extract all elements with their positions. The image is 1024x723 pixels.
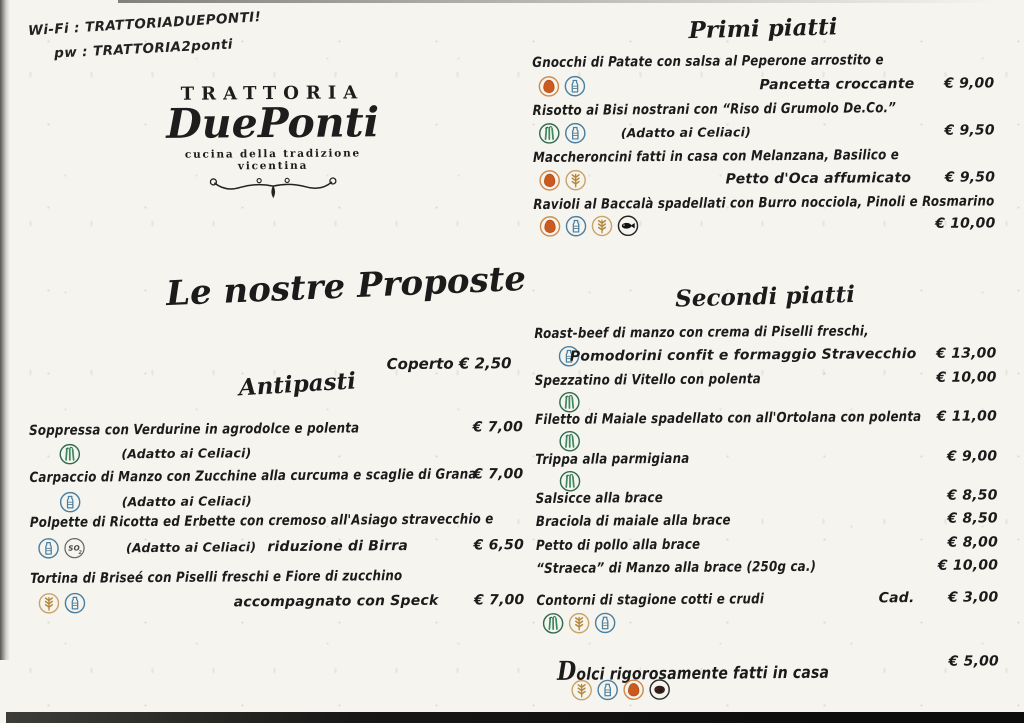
celery-icon (559, 431, 580, 452)
sulfites-icon (64, 538, 85, 559)
milk-icon (64, 593, 85, 614)
allergen-icons (539, 215, 638, 237)
dish-name: Risotto ai Bisi nostrani con “Riso di Grumolo De.Co.” (532, 100, 897, 120)
cover-charge: Coperto € 2,50 (386, 354, 512, 374)
dish-note: (Adatto ai Celiaci) (121, 493, 252, 510)
dish-price: € 11,00 (936, 408, 998, 425)
logo-tagline: cucina della tradizione vicentina (184, 147, 362, 173)
primi-secondi-column (532, 0, 1000, 722)
allergen-icons (60, 492, 81, 513)
dish-price: € 8,50 (947, 487, 998, 504)
dish-name: “Straeca” di Manzo alla brace (250g ca.) (536, 558, 817, 578)
fish-icon (617, 215, 638, 236)
menu-item (533, 146, 995, 171)
photo-bottom-edge (6, 712, 1024, 723)
celery-icon (543, 613, 564, 634)
menu-item (535, 448, 997, 473)
dish-name: Braciola di maiale alla brace (535, 512, 731, 531)
dish-extra: Pomodorini confit e formaggio Stravecchio (569, 346, 917, 365)
milk-icon (595, 612, 616, 633)
menu-item-detail (537, 679, 999, 704)
celery-icon (539, 123, 560, 144)
menu-heading: Le nostre Proposte (165, 258, 527, 315)
menu-item (536, 534, 998, 559)
menu-item (30, 567, 524, 592)
menu-item (533, 99, 995, 124)
allergen-icons (38, 538, 85, 559)
menu-item (535, 408, 997, 433)
dish-name: Gnocchi di Patate con salsa al Peperone arrostito e (532, 52, 884, 72)
wheat-icon (591, 215, 612, 236)
dish-price: € 9,50 (944, 122, 995, 139)
dish-name: Carpaccio di Manzo con Zucchine alla curcuma e scaglie di Grana (29, 466, 477, 486)
dish-name: Polpette di Ricotta ed Erbette con cremoso all'Asiago stravecchio e (29, 511, 494, 531)
dish-name: Filetto di Maiale spadellato con all'Ortolana con polenta (534, 408, 922, 429)
wheat-icon (38, 593, 59, 614)
dish-name: Spezzatino di Vitello con polenta (534, 371, 761, 390)
menu-item (29, 419, 523, 444)
menu-item-detail (29, 443, 523, 468)
svg-text:SO: SO (68, 543, 80, 553)
dish-price: € 10,00 (936, 369, 997, 386)
dish-name: Petto di pollo alla brace (535, 536, 701, 555)
dish-price: € 7,00 (472, 419, 524, 436)
dish-price: € 8,50 (947, 510, 998, 527)
dish-note: (Adatto ai Celiaci) (620, 124, 752, 141)
dish-name: Trippa alla parmigiana (535, 450, 690, 469)
svg-text:2: 2 (78, 550, 83, 556)
menu-item (534, 322, 996, 347)
dish-extra: riduzione di Birra (267, 538, 409, 556)
dish-price: € 6,50 (473, 537, 525, 554)
egg-icon (539, 216, 560, 237)
dish-note: (Adatto ai Celiaci) (125, 539, 257, 556)
menu-item-detail (534, 345, 996, 370)
price-prefix: Cad. (878, 590, 915, 607)
allergen-icons (539, 123, 586, 144)
menu-item (532, 51, 994, 76)
menu-item-detail (532, 75, 994, 100)
menu-item (29, 466, 523, 491)
logo-name-text: DuePonti (166, 98, 380, 148)
section-title-primi: Primi piatti (688, 13, 838, 45)
dish-price: € 3,00 (948, 589, 999, 606)
wheat-icon (565, 170, 586, 191)
dish-extra: Pancetta croccante (759, 76, 915, 94)
menu-item-detail (537, 612, 999, 637)
menu-item-detail (30, 537, 524, 562)
dish-price: € 5,00 (948, 653, 1000, 670)
dish-price: € 9,50 (944, 169, 996, 186)
photo-top-edge (118, 0, 998, 3)
menu-item (536, 557, 998, 582)
menu-item (536, 487, 998, 512)
dish-note: (Adatto ai Celiaci) (121, 445, 252, 462)
dish-price: € 13,00 (936, 345, 997, 362)
logo-trattoria-text: TRATTORIA (180, 82, 365, 105)
celery-icon (559, 392, 580, 413)
milk-icon (60, 492, 81, 513)
menu-item (536, 510, 998, 535)
menu-item (536, 589, 998, 614)
dish-name: Dolci rigorosamente fatti in casa (556, 656, 830, 687)
dish-name: Contorni di stagione cotti e crudi (536, 591, 765, 610)
section-title-secondi: Secondi piatti (674, 280, 856, 313)
dish-extra: accompagnato con Speck (233, 592, 439, 611)
dish-price: € 9,00 (946, 448, 998, 465)
wheat-icon (571, 680, 592, 701)
allergen-icons (571, 679, 670, 701)
dish-price: € 7,00 (474, 592, 525, 609)
dish-name: Maccheroncini fatti in casa con Melanzana, Basilico e (532, 147, 900, 167)
dish-price: € 7,00 (473, 466, 524, 483)
section-title-antipasti: Antipasti (238, 367, 357, 402)
menu-item (533, 193, 995, 218)
antipasti-column (26, 0, 526, 723)
egg-icon (538, 76, 559, 97)
milk-icon (38, 538, 59, 559)
milk-icon (565, 123, 586, 144)
allergen-icons (559, 392, 580, 413)
dish-price: € 10,00 (937, 557, 999, 574)
nuts-icon (649, 679, 670, 700)
allergen-icons (559, 431, 580, 452)
wheat-icon (569, 613, 590, 634)
dish-extra: Petto d'Oca affumicato (725, 170, 912, 188)
dish-name: Ravioli al Baccalà spadellati con Burro nocciola, Pinoli e Rosmarino (533, 193, 995, 214)
dish-name: Roast-beef di manzo con crema di Piselli freschi, (534, 323, 869, 343)
dish-price: € 8,00 (947, 534, 999, 551)
dish-price: € 9,00 (943, 75, 995, 92)
dish-price: € 10,00 (935, 215, 996, 232)
dish-name: Salsicce alla brace (535, 490, 664, 508)
egg-icon (539, 170, 560, 191)
menu-item-detail (533, 215, 995, 240)
milk-icon (564, 76, 585, 97)
milk-icon (597, 679, 618, 700)
allergen-icons (539, 170, 586, 191)
allergen-icons (38, 593, 85, 614)
egg-icon (623, 679, 644, 700)
celery-icon (59, 444, 80, 465)
wifi-ssid-line: Wi-Fi : TRATTORIADUEPONTI! (27, 9, 262, 40)
menu-item-detail (30, 592, 524, 617)
menu-item (30, 511, 524, 536)
allergen-icons (543, 612, 616, 634)
menu-item (535, 369, 997, 394)
menu-item-dolci (537, 653, 1000, 687)
menu-item-detail (533, 169, 995, 194)
allergen-icons (559, 471, 580, 492)
wifi-password-line: pw : TRATTORIA2ponti (53, 36, 234, 62)
celery-icon (559, 471, 580, 492)
photo-left-edge (0, 0, 10, 660)
dish-name: Tortina di Briseé con Piselli freschi e Fiore di zucchino (30, 568, 403, 587)
dish-name: Soppressa con Verdurine in agrodolce e polenta (29, 420, 360, 439)
menu-item-detail (533, 122, 995, 147)
allergen-icons (59, 444, 80, 465)
allergen-icons (538, 76, 585, 97)
milk-icon (565, 216, 586, 237)
